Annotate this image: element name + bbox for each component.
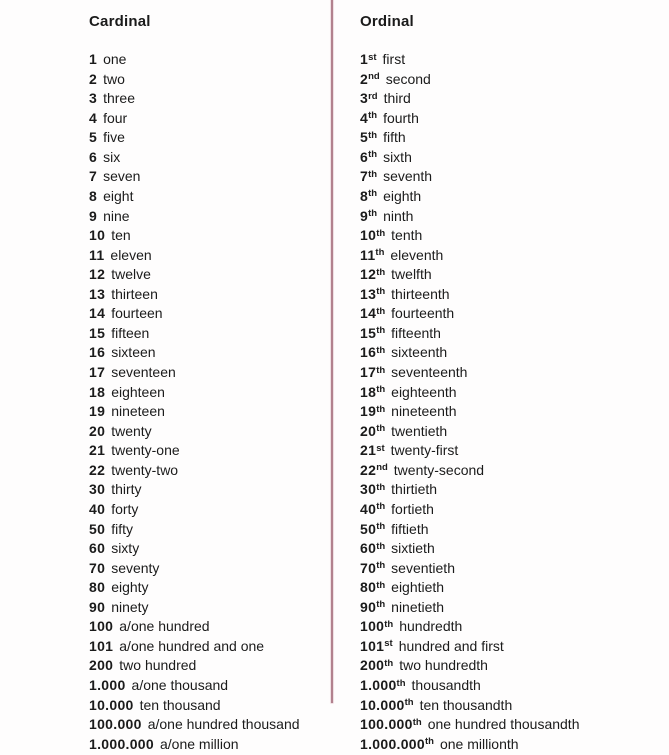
number-word: eightieth xyxy=(391,579,445,596)
numeral: 101 xyxy=(360,637,385,654)
number-row xyxy=(360,481,660,501)
number-word: ten thousandth xyxy=(419,696,513,713)
numeral: 1.000 xyxy=(360,677,397,693)
numeral: 100 xyxy=(89,618,114,635)
number-word: seventh xyxy=(383,168,433,185)
number-row xyxy=(360,364,660,384)
number-word: five xyxy=(103,129,125,146)
numeral: 2 xyxy=(89,70,98,87)
number-row xyxy=(360,442,660,462)
number-word: seventeenth xyxy=(391,364,468,380)
number-row xyxy=(360,305,660,325)
number-row xyxy=(360,521,660,541)
number-word: eight xyxy=(103,187,134,204)
number-word: twelve xyxy=(111,266,151,283)
ordinal-suffix: th xyxy=(376,325,386,337)
numeral: 70 xyxy=(360,559,377,576)
number-row xyxy=(89,638,324,658)
numeral: 12 xyxy=(360,266,377,283)
number-row xyxy=(360,188,660,208)
number-row xyxy=(89,442,324,462)
number-row xyxy=(89,560,324,580)
number-row xyxy=(360,208,660,228)
number-row xyxy=(89,168,324,188)
numeral: 9 xyxy=(89,207,98,224)
numeral: 50 xyxy=(360,520,377,537)
ordinal-suffix: th xyxy=(368,188,378,200)
number-row xyxy=(89,579,324,599)
ordinal-suffix: th xyxy=(376,423,386,435)
ordinal-suffix: th xyxy=(376,599,386,611)
numeral: 20 xyxy=(360,422,377,439)
number-row xyxy=(89,208,324,228)
ordinal-suffix: th xyxy=(404,697,414,709)
ordinal-suffix: th xyxy=(376,305,386,317)
number-word: a/one hundred thousand xyxy=(147,716,300,733)
ordinal-suffix: th xyxy=(376,364,386,376)
ordinal-suffix: th xyxy=(368,149,378,161)
ordinal-suffix: st xyxy=(376,442,385,454)
number-row xyxy=(89,325,324,345)
number-word: fifty xyxy=(111,520,133,537)
numeral: 22 xyxy=(89,461,106,478)
number-row xyxy=(89,344,324,364)
numeral: 90 xyxy=(89,598,106,615)
number-row xyxy=(89,481,324,501)
numeral: 200 xyxy=(360,657,385,674)
numeral: 4 xyxy=(360,109,369,126)
numeral: 101 xyxy=(89,637,114,654)
ordinal-suffix: th xyxy=(424,736,434,748)
numeral: 30 xyxy=(89,481,106,498)
number-word: hundred and first xyxy=(398,637,504,654)
number-word: nine xyxy=(103,207,130,224)
number-row xyxy=(89,599,324,619)
numeral: 6 xyxy=(360,148,369,165)
number-word: eighty xyxy=(111,579,149,596)
numeral: 20 xyxy=(89,422,106,439)
number-row xyxy=(89,305,324,325)
number-row xyxy=(360,618,660,638)
numeral: 4 xyxy=(89,109,98,126)
number-word: fourth xyxy=(383,109,419,126)
number-row xyxy=(360,71,660,91)
number-word: ninetieth xyxy=(391,598,445,615)
numeral: 21 xyxy=(360,442,377,459)
number-word: seventy xyxy=(111,559,160,576)
number-word: thirty xyxy=(111,481,142,498)
ordinal-suffix: th xyxy=(376,579,386,591)
numeral: 22 xyxy=(360,461,377,478)
number-row xyxy=(89,423,324,443)
numeral: 1 xyxy=(360,51,369,67)
numeral: 12 xyxy=(89,266,106,283)
numeral: 11 xyxy=(360,246,376,263)
number-word: sixty xyxy=(111,540,140,557)
number-row xyxy=(89,501,324,521)
numeral: 6 xyxy=(89,148,98,165)
numeral: 200 xyxy=(89,657,114,674)
number-row xyxy=(360,129,660,149)
number-word: one xyxy=(103,51,127,67)
number-row xyxy=(89,736,324,755)
ordinal-suffix: th xyxy=(376,521,386,532)
number-row xyxy=(360,599,660,619)
number-word: second xyxy=(385,70,431,87)
number-word: sixteen xyxy=(111,344,156,361)
numeral: 14 xyxy=(360,305,377,322)
number-row xyxy=(360,325,660,345)
number-word: two hundredth xyxy=(399,657,488,674)
number-word: tenth xyxy=(391,227,423,244)
numeral: 60 xyxy=(89,540,106,557)
number-word: six xyxy=(103,148,121,165)
numeral: 5 xyxy=(360,129,369,146)
numeral: 17 xyxy=(360,364,377,380)
numeral: 3 xyxy=(89,90,98,107)
number-word: twelfth xyxy=(391,266,432,283)
number-word: ninety xyxy=(111,598,149,615)
number-row xyxy=(360,344,660,364)
ordinal-suffix: th xyxy=(376,540,386,552)
number-word: two hundred xyxy=(119,657,197,674)
numeral: 16 xyxy=(360,344,377,361)
ordinal-suffix: rd xyxy=(368,90,378,102)
number-word: one millionth xyxy=(439,735,519,752)
number-row xyxy=(89,247,324,267)
number-word: forty xyxy=(111,500,139,517)
ordinal-suffix: th xyxy=(368,129,378,141)
number-row xyxy=(360,90,660,110)
numeral: 60 xyxy=(360,540,377,557)
numeral: 17 xyxy=(89,364,106,380)
ordinal-suffix: th xyxy=(376,227,386,239)
number-row xyxy=(360,540,660,560)
cardinal-rows xyxy=(89,51,324,755)
numeral: 90 xyxy=(360,598,377,615)
ordinal-column xyxy=(360,13,660,755)
number-word: two xyxy=(103,70,125,87)
numeral: 50 xyxy=(89,520,106,537)
number-row xyxy=(360,266,660,286)
numeral: 13 xyxy=(360,285,377,302)
ordinal-suffix: th xyxy=(376,266,386,278)
numeral: 10 xyxy=(360,227,377,244)
numeral: 13 xyxy=(89,285,106,302)
ordinal-suffix: st xyxy=(368,51,377,63)
number-row xyxy=(360,697,660,717)
number-word: twenty xyxy=(111,422,152,439)
number-row xyxy=(89,110,324,130)
number-row xyxy=(360,110,660,130)
number-row xyxy=(89,677,324,697)
numeral: 21 xyxy=(89,442,106,459)
numeral: 11 xyxy=(89,246,105,263)
number-word: fourteen xyxy=(111,305,163,322)
number-row xyxy=(360,384,660,404)
number-row xyxy=(89,697,324,717)
numeral: 8 xyxy=(360,187,369,204)
ordinal-suffix: th xyxy=(384,618,394,630)
ordinal-suffix: th xyxy=(375,247,385,259)
numeral: 100.000 xyxy=(89,716,142,733)
ordinal-suffix: nd xyxy=(376,462,388,474)
numeral: 1.000.000 xyxy=(89,735,154,752)
number-row xyxy=(89,90,324,110)
number-word: sixtieth xyxy=(391,540,435,557)
number-word: third xyxy=(383,90,411,107)
numeral: 7 xyxy=(360,168,369,185)
ordinal-suffix: nd xyxy=(368,71,380,83)
numeral: 19 xyxy=(89,403,106,420)
numeral: 8 xyxy=(89,187,98,204)
numeral: 10.000 xyxy=(360,696,405,713)
number-word: three xyxy=(103,90,136,107)
number-word: ten thousand xyxy=(139,696,221,713)
number-row xyxy=(360,657,660,677)
number-word: sixth xyxy=(383,148,412,165)
numeral: 1.000.000 xyxy=(360,735,425,752)
numeral: 40 xyxy=(360,500,377,517)
cardinal-column xyxy=(89,13,324,755)
number-word: twenty-one xyxy=(111,442,180,459)
ordinal-suffix: th xyxy=(376,481,386,493)
number-row xyxy=(360,247,660,267)
numeral: 7 xyxy=(89,168,98,185)
number-word: ten xyxy=(111,227,131,244)
numeral: 100.000 xyxy=(360,716,413,733)
numeral: 1 xyxy=(89,51,98,67)
number-row xyxy=(360,286,660,306)
number-word: fortieth xyxy=(391,500,434,517)
number-word: eighth xyxy=(383,187,422,204)
number-row xyxy=(360,716,660,736)
number-word: four xyxy=(103,109,128,126)
number-word: fourteenth xyxy=(391,305,455,322)
ordinal-suffix: st xyxy=(384,638,393,650)
cardinal-column-title: Cardinal xyxy=(89,13,151,30)
ordinal-suffix: th xyxy=(368,168,378,180)
number-word: thousandth xyxy=(411,677,481,693)
number-row xyxy=(360,462,660,482)
number-word: a/one thousand xyxy=(131,677,229,693)
number-word: thirteen xyxy=(111,285,158,302)
numeral: 18 xyxy=(360,383,377,400)
numeral: 2 xyxy=(360,70,369,87)
number-row xyxy=(89,618,324,638)
number-row xyxy=(89,462,324,482)
number-word: seventieth xyxy=(391,559,455,576)
number-word: nineteen xyxy=(111,403,165,420)
number-word: eighteenth xyxy=(391,383,457,400)
column-divider-line xyxy=(331,0,333,703)
number-row xyxy=(89,266,324,286)
number-word: eleven xyxy=(110,246,152,263)
number-row xyxy=(89,149,324,169)
numeral: 70 xyxy=(89,559,106,576)
number-row xyxy=(89,384,324,404)
ordinal-suffix: th xyxy=(412,716,422,728)
numeral: 3 xyxy=(360,90,369,107)
numeral: 10.000 xyxy=(89,696,134,713)
number-word: first xyxy=(382,51,406,67)
ordinal-suffix: th xyxy=(384,657,394,669)
numeral: 15 xyxy=(89,324,106,341)
number-word: eighteen xyxy=(111,383,165,400)
number-row xyxy=(89,521,324,541)
number-word: a/one hundred and one xyxy=(119,637,265,654)
number-row xyxy=(89,716,324,736)
number-word: ninth xyxy=(383,207,414,224)
number-word: seventeen xyxy=(111,364,176,380)
ordinal-column-title: Ordinal xyxy=(360,13,414,30)
numeral: 14 xyxy=(89,305,106,322)
number-word: seven xyxy=(103,168,141,185)
number-word: twenty-two xyxy=(111,461,179,478)
number-row xyxy=(89,286,324,306)
number-row xyxy=(360,560,660,580)
numeral: 40 xyxy=(89,500,106,517)
number-word: eleventh xyxy=(390,246,444,263)
numeral: 5 xyxy=(89,129,98,146)
numeral: 16 xyxy=(89,344,106,361)
numeral: 10 xyxy=(89,227,106,244)
number-row xyxy=(360,638,660,658)
ordinal-rows xyxy=(360,51,660,755)
numeral: 100 xyxy=(360,618,385,635)
number-word: twenty-first xyxy=(390,442,459,459)
number-row xyxy=(360,403,660,423)
number-word: hundredth xyxy=(399,618,463,635)
ordinal-suffix: th xyxy=(376,501,386,513)
number-word: nineteenth xyxy=(391,403,457,420)
number-word: fiftieth xyxy=(391,520,429,537)
number-word: fifteen xyxy=(111,324,150,341)
ordinal-suffix: th xyxy=(376,560,386,572)
number-word: a/one million xyxy=(159,735,239,752)
number-row xyxy=(360,501,660,521)
number-word: fifth xyxy=(383,129,406,146)
ordinal-suffix: th xyxy=(376,384,386,396)
number-row xyxy=(89,403,324,423)
numeral: 80 xyxy=(360,579,377,596)
ordinal-suffix: th xyxy=(396,677,406,689)
number-word: sixteenth xyxy=(391,344,448,361)
numeral: 1.000 xyxy=(89,677,126,693)
number-row xyxy=(360,149,660,169)
number-row xyxy=(360,227,660,247)
numeral: 19 xyxy=(360,403,377,420)
number-row xyxy=(89,129,324,149)
ordinal-suffix: th xyxy=(368,110,378,122)
number-row xyxy=(89,51,324,71)
number-row xyxy=(89,657,324,677)
number-row xyxy=(360,51,660,71)
number-word: twentieth xyxy=(391,422,448,439)
numeral: 9 xyxy=(360,207,369,224)
number-word: thirtieth xyxy=(391,481,438,498)
number-row xyxy=(360,736,660,755)
number-row xyxy=(360,579,660,599)
ordinal-suffix: th xyxy=(376,403,386,415)
number-row xyxy=(360,677,660,697)
numeral: 30 xyxy=(360,481,377,498)
number-row xyxy=(89,540,324,560)
number-word: fifteenth xyxy=(391,324,441,341)
ordinal-suffix: th xyxy=(368,208,378,219)
number-word: thirteenth xyxy=(391,285,450,302)
numeral: 80 xyxy=(89,579,106,596)
ordinal-suffix: th xyxy=(376,286,386,298)
number-row xyxy=(89,71,324,91)
number-row xyxy=(360,168,660,188)
ordinal-suffix: th xyxy=(376,344,386,356)
number-word: a/one hundred xyxy=(119,618,210,635)
number-word: twenty-second xyxy=(393,461,485,478)
numeral: 18 xyxy=(89,383,106,400)
number-word: one hundred thousandth xyxy=(427,716,580,733)
number-row xyxy=(89,188,324,208)
numeral: 15 xyxy=(360,324,377,341)
number-row xyxy=(89,364,324,384)
number-row xyxy=(89,227,324,247)
number-row xyxy=(360,423,660,443)
